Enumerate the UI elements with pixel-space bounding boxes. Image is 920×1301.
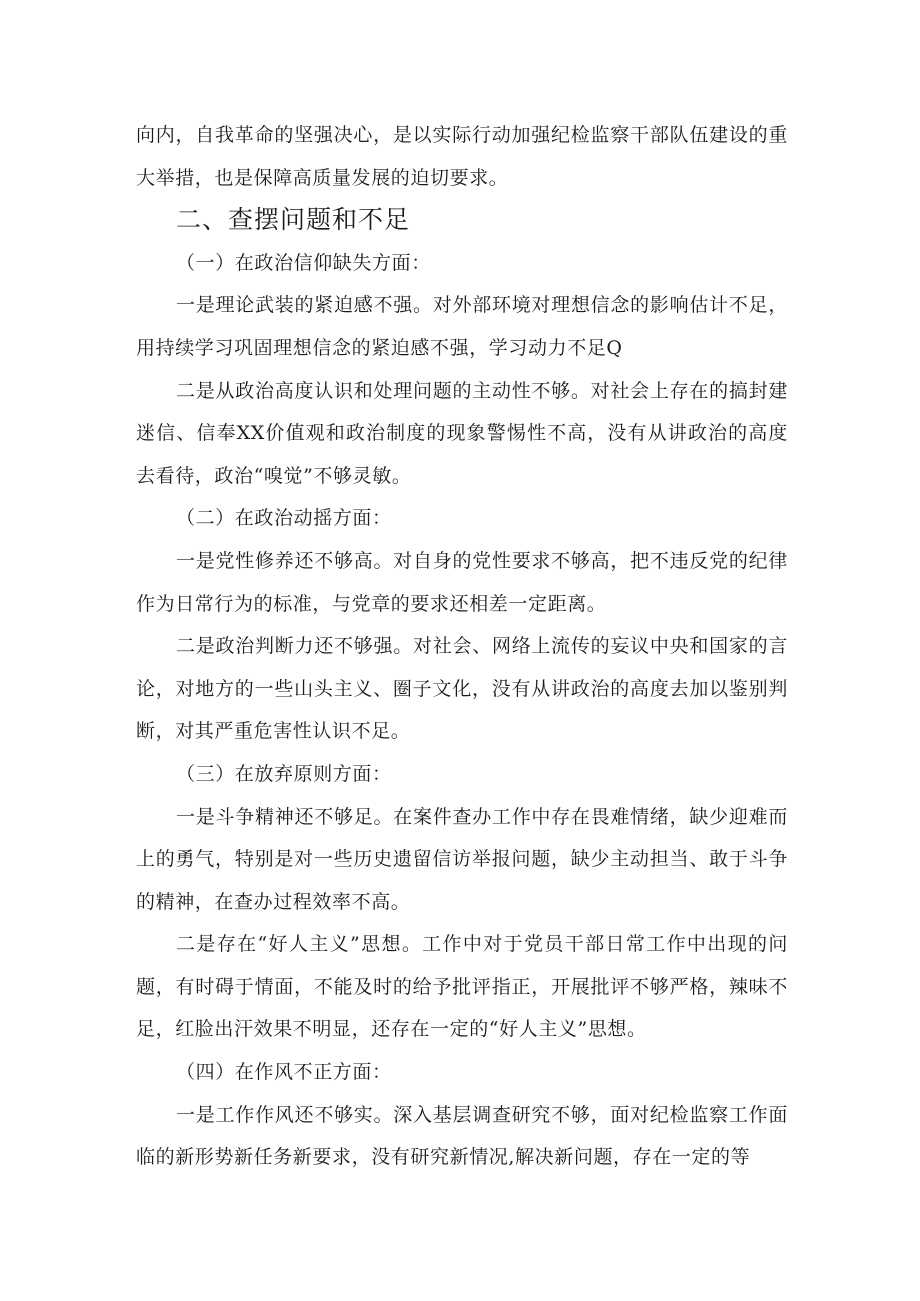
section-heading: 二、查摆问题和不足: [176, 205, 411, 235]
paragraph-2b: 二是政治判断力还不够强。对社会、网络上流传的妄议中央和国家的言论，对地方的一些山头主义、圈子文化，没有从讲政治的高度去加以鉴别判断，对其严重危害性认识不足。: [136, 635, 788, 743]
paragraph-4a: 一是工作作风还不够实。深入基层调查研究不够，面对纪检监察工作面临的新形势新任务新要求，没有研究新情况,解决新问题，存在一定的等: [136, 1103, 788, 1169]
subsection-heading-2: （二）在政治动摇方面：: [176, 507, 392, 530]
subsection-heading-3: （三）在放弃原则方面：: [176, 762, 392, 785]
subsection-heading-1: （一）在政治信仰缺失方面：: [176, 251, 431, 274]
paragraph-3a: 一是斗争精神还不够足。在案件查办工作中存在畏难情绪，缺少迎难而上的勇气，特别是对一些历史遗留信访举报问题，缺少主动担当、敢于斗争的精神，在查办过程效率不高。: [136, 805, 788, 913]
paragraph-1a: 一是理论武装的紧迫感不强。对外部环境对理想信念的影响估计不足，用持续学习巩固理想信念的紧迫感不强，学习动力不足Q: [136, 294, 788, 359]
paragraph-2a: 一是党性修养还不够高。对自身的党性要求不够高，把不违反党的纪律作为日常行为的标准，与党章的要求还相差一定距离。: [136, 549, 788, 615]
paragraph-1b: 二是从政治高度认识和处理问题的主动性不够。对社会上存在的搞封建迷信、信奉XX价值观和政治制度的现象警惕性不高，没有从讲政治的高度去看待，政治“嗅觉”不够灵敏。: [136, 379, 788, 487]
subsection-heading-4: （四）在作风不正方面：: [176, 1061, 392, 1084]
paragraph-3b: 二是存在“好人主义”思想。工作中对于党员干部日常工作中出现的问题，有时碍于情面，不能及时的给予批评指正，开展批评不够严格，辣味不足，红脸出汗效果不明显，还存在一定的“好人主义”思想。: [136, 933, 788, 1041]
document-body: [136, 114, 788, 1179]
paragraph-continuation: 向内，自我革命的坚强决心，是以实际行动加强纪检监察干部队伍建设的重大举措，也是保障高质量发展的迫切要求。: [136, 124, 788, 189]
